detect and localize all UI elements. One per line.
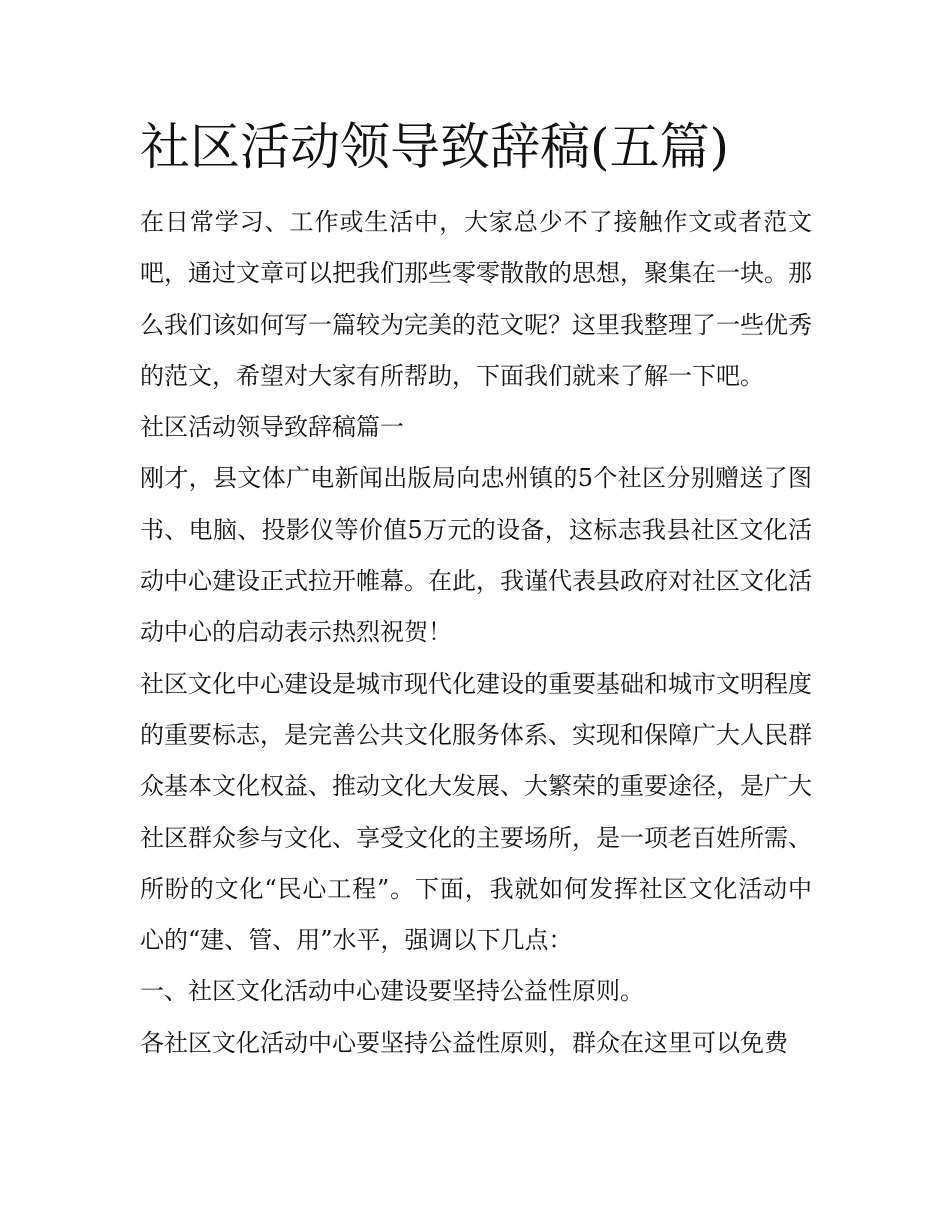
document-body [140, 197, 812, 1069]
intro-paragraph: 在日常学习、工作或生活中，大家总少不了接触作文或者范文吧，通过文章可以把我们那些零零散散的思想，聚集在一块。那么我们该如何写一篇较为完美的范文呢？这里我整理了一些优秀的范文，希望对大家有所帮助，下面我们就来了解一下吧。 [140, 208, 812, 390]
body-paragraph: 各社区文化活动中心要坚持公益性原则，群众在这里可以免费 [140, 1028, 788, 1057]
body-paragraph: 刚才，县文体广电新闻出版局向忠州镇的5个社区分别赠送了图书、电脑、投影仪等价值5万元的设备，这标志我县社区文化活动中心建设正式拉开帷幕。在此，我谨代表县政府对社区文化活动中心的启动表示热烈祝贺！ [140, 464, 812, 647]
document-title: 社区活动领导致辞稿(五篇) [140, 118, 730, 176]
section-heading: 社区活动领导致辞稿篇一 [140, 413, 404, 442]
subsection-heading: 一、社区文化活动中心建设要坚持公益性原则。 [140, 977, 644, 1006]
body-paragraph: 社区文化中心建设是城市现代化建设的重要基础和城市文明程度的重要标志，是完善公共文化服务体系、实现和保障广大人民群众基本文化权益、推动文化大发展、大繁荣的重要途径，是广大社区群众参与文化、享受文化的主要场所，是一项老百姓所需、所盼的文化“民心工程”。下面，我就如何发挥社区文化活动中心的“建、管、用”水平，强调以下几点： [140, 669, 812, 955]
